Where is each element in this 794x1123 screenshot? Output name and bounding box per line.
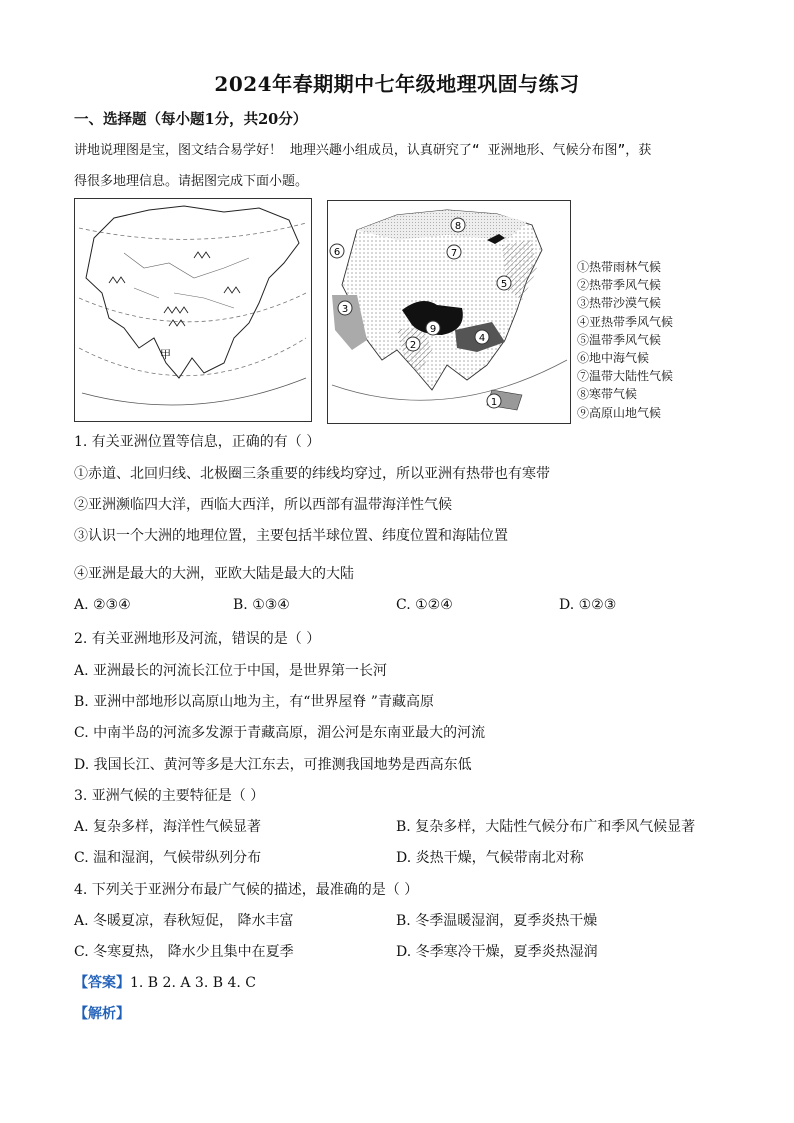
statement-4: ④亚洲是最大的大洲，亚欧大陆是最大的大陆 — [74, 566, 354, 582]
q4-option-a[interactable]: A. 冬暖夏凉，春秋短促， 降水丰富 — [74, 913, 294, 929]
legend-item: ①热带雨林气候 — [577, 260, 662, 274]
legend-item: ⑨高原山地气候 — [577, 405, 662, 420]
legend-item: ③热带沙漠气候 — [577, 296, 662, 311]
intro-line-1: 讲地说理图是宝，图文结合易学好！ 地理兴趣小组成员，认真研究了“ 亚洲地形、气候分布图”，获 — [74, 143, 652, 158]
map-number-7: 7 — [450, 248, 458, 259]
legend-item: ⑤温带季风气候 — [577, 332, 662, 347]
q1-option-d[interactable]: D. ①②③ — [559, 597, 617, 613]
question-2-stem: 2. 有关亚洲地形及河流，错误的是（ ） — [74, 631, 321, 647]
q3-option-a[interactable]: A. 复杂多样，海洋性气候显著 — [74, 819, 262, 835]
legend-item: ②热带季风气候 — [577, 278, 662, 293]
map-label-jia: 甲 — [160, 348, 171, 361]
q1-option-c[interactable]: C. ①②④ — [396, 597, 453, 613]
map-number-6: 6 — [333, 247, 341, 258]
statement-1: ①赤道、北回归线、北极圈三条重要的纬线均穿过，所以亚洲有热带也有寒带 — [74, 466, 550, 482]
answer-text: 1. B 2. A 3. B 4. C — [130, 975, 256, 991]
question-3-stem: 3. 亚洲气候的主要特征是（ ） — [74, 788, 265, 804]
intro-line-2: 得很多地理信息。请据图完成下面小题。 — [74, 174, 309, 189]
question-1-stem: 1. 有关亚洲位置等信息，正确的有（ ） — [74, 434, 321, 450]
map-number-2: 2 — [409, 340, 417, 351]
map-number-9: 9 — [429, 324, 437, 335]
page-title: 2024年春期期中七年级地理巩固与练习 — [214, 72, 580, 96]
map-number-3: 3 — [341, 304, 349, 315]
statement-3: ③认识一个大洲的地理位置，主要包括半球位置、纬度位置和海陆位置 — [74, 528, 508, 544]
q4-option-d[interactable]: D. 冬季寒冷干燥，夏季炎热湿润 — [396, 944, 598, 960]
analysis-line — [74, 1003, 130, 1023]
map-number-5: 5 — [500, 279, 508, 290]
legend-item: ⑦温带大陆性气候 — [577, 369, 674, 384]
asia-terrain-map — [74, 198, 312, 422]
q1-option-a[interactable]: A. ②③④ — [74, 597, 131, 613]
q4-option-c[interactable]: C. 冬寒夏热， 降水少且集中在夏季 — [74, 944, 294, 960]
question-4-stem: 4. 下列关于亚洲分布最广气候的描述，最准确的是（ ） — [74, 882, 419, 898]
legend-item: ④亚热带季风气候 — [577, 314, 674, 329]
answer-line — [74, 972, 256, 992]
legend-item: ⑧寒带气候 — [577, 387, 638, 402]
q2-option-c[interactable]: C. 中南半岛的河流多发源于青藏高原，湄公河是东南亚最大的河流 — [74, 725, 486, 741]
asia-climate-map — [327, 200, 571, 424]
climate-legend — [577, 258, 673, 422]
map-number-8: 8 — [454, 221, 462, 232]
answer-tag: 【答案】 — [74, 975, 130, 991]
q1-option-b[interactable]: B. ①③④ — [233, 597, 290, 613]
map-number-4: 4 — [478, 333, 486, 344]
statement-2: ②亚洲濒临四大洋，西临大西洋，所以西部有温带海洋性气候 — [74, 497, 452, 513]
q3-option-b[interactable]: B. 复杂多样，大陆性气候分布广和季风气候显著 — [396, 819, 696, 835]
legend-item: ⑥地中海气候 — [577, 351, 650, 366]
section-heading: 一、选择题（每小题1分，共20分） — [74, 111, 308, 128]
q3-option-d[interactable]: D. 炎热干燥，气候带南北对称 — [396, 850, 584, 866]
q2-option-b[interactable]: B. 亚洲中部地形以高原山地为主，有“世界屋脊 ”青藏高原 — [74, 694, 434, 710]
q4-option-b[interactable]: B. 冬季温暖湿润，夏季炎热干燥 — [396, 913, 598, 929]
map-number-1: 1 — [490, 397, 498, 408]
q3-option-c[interactable]: C. 温和湿润，气候带纵列分布 — [74, 850, 262, 866]
q2-option-d[interactable]: D. 我国长江、黄河等多是大江东去，可推测我国地势是西高东低 — [74, 757, 472, 773]
q2-option-a[interactable]: A. 亚洲最长的河流长江位于中国，是世界第一长河 — [74, 663, 388, 679]
analysis-tag: 【解析】 — [74, 1006, 130, 1022]
